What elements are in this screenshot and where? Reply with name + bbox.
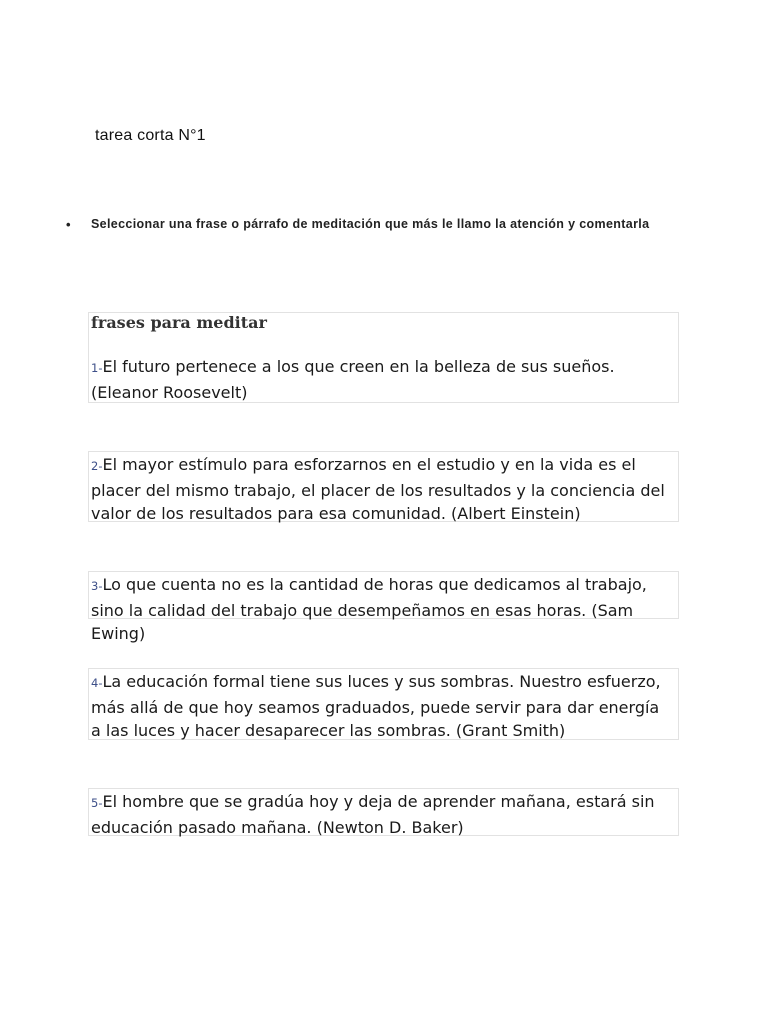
quote-box-1	[88, 312, 679, 403]
quote-number: 1-	[91, 361, 103, 375]
quote-number: 2-	[91, 459, 103, 473]
quote-box-3	[88, 571, 679, 643]
quote-text: El hombre que se gradúa hoy y deja de aprender mañana, estará sin educación pasado mañana. (Newton D. Baker)	[91, 792, 655, 837]
section-heading: frases para meditar	[91, 313, 267, 332]
quote-text: El mayor estímulo para esforzarnos en el estudio y en la vida es el placer del mismo trabajo, el placer de los resultados y la conciencia del valor de los resultados para esa comunidad. (Albert Einstein)	[91, 455, 665, 523]
quote-box-4	[88, 668, 679, 740]
quote-text: La educación formal tiene sus luces y sus sombras. Nuestro esfuerzo, más allá de que hoy seamos graduados, puede servir para dar energía a las luces y hacer desaparecer las sombras. (Grant Smith)	[91, 672, 661, 740]
instruction-text: Seleccionar una frase o párrafo de meditación que más le llamo la atención y comentarla	[91, 217, 650, 231]
document-title: tarea corta N°1	[95, 127, 206, 144]
quote-number: 4-	[91, 676, 103, 690]
quote-box-2	[88, 451, 679, 522]
instruction-list	[62, 216, 652, 233]
quote-number: 5-	[91, 796, 103, 810]
quote-text: El futuro pertenece a los que creen en la belleza de sus sueños. (Eleanor Roosevelt)	[91, 357, 615, 402]
instruction-item	[62, 216, 652, 233]
quote-text: Lo que cuenta no es la cantidad de horas que dedicamos al trabajo, sino la calidad del trabajo que desempeñamos en esas horas. (Sam Ewing)	[91, 575, 647, 643]
quote-number: 3-	[91, 579, 103, 593]
quote-box-5	[88, 788, 679, 836]
bullet-icon: •	[66, 217, 71, 232]
